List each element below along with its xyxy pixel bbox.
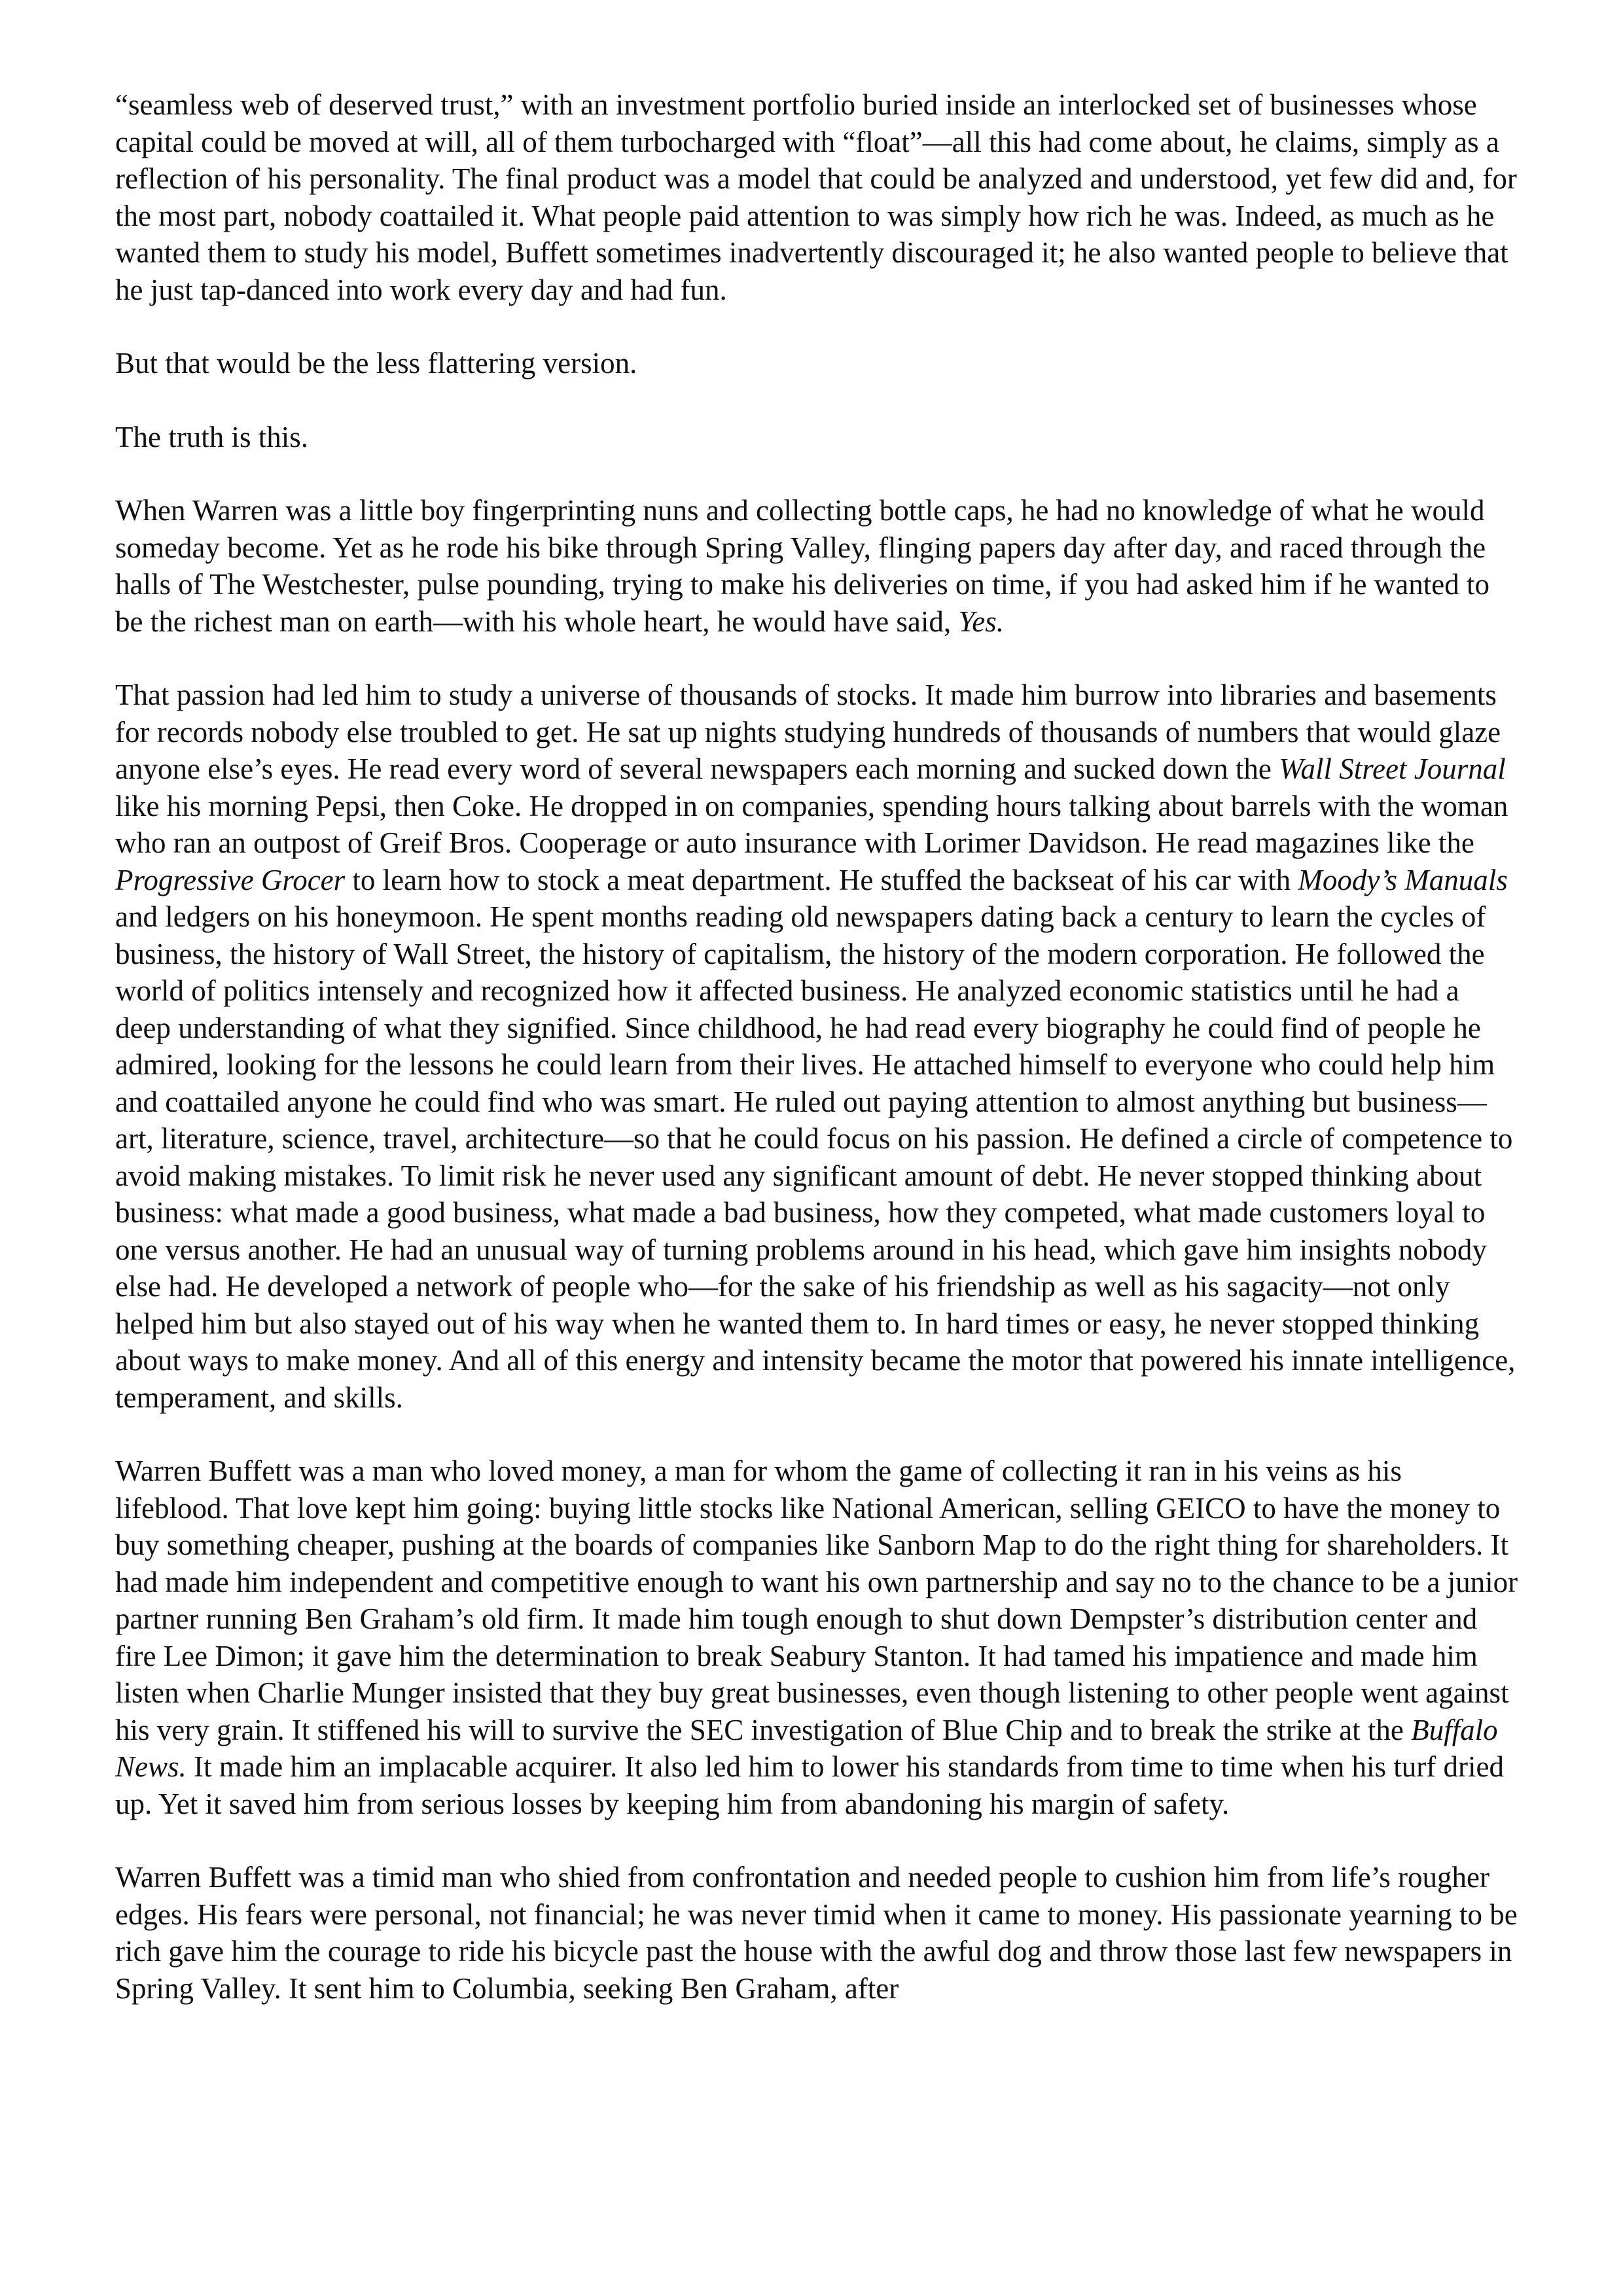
paragraph-5-italic-moodys: Moody’s Manuals [1298, 863, 1508, 896]
paragraph-4 [115, 492, 1521, 640]
paragraph-6 [115, 1453, 1521, 1822]
paragraph-4-text: When Warren was a little boy fingerprinting nuns and collecting bottle caps, he had no knowledge of what he would someday become. Yet as he rode his bike through Spring Valley, flinging papers day after day, and raced through the halls of The Westchester, pulse pounding, trying to make his deliveries on time, if you had asked him if he wanted to be the richest man on earth—with his whole heart, he would have said, [115, 494, 1489, 638]
paragraph-5-text-c: to learn how to stock a meat department. He stuffed the backseat of his car with [345, 863, 1298, 896]
document-page [115, 86, 1521, 2007]
paragraph-4-italic-yes: Yes. [958, 605, 1005, 638]
paragraph-5 [115, 677, 1521, 1416]
paragraph-5-text-a: That passion had led him to study a universe of thousands of stocks. It made him burrow into libraries and basements for records nobody else troubled to get. He sat up nights studying hundreds of thousands of numbers that would glaze anyone else’s eyes. He read every word of several newspapers each morning and sucked down the [115, 679, 1501, 785]
paragraph-5-italic-wsj: Wall Street Journal [1279, 752, 1506, 785]
paragraph-3 [115, 419, 1521, 456]
paragraph-6-text-b: It made him an implacable acquirer. It also led him to lower his standards from time to time when his turf dried up. Yet it saved him from serious losses by keeping him from abandoning his margin of safety. [115, 1750, 1504, 1820]
paragraph-7-text: Warren Buffett was a timid man who shied from confrontation and needed people to cushion him from life’s rougher edges. His fears were personal, not financial; he was never timid when it came to money. His passionate yearning to be rich gave him the courage to ride his bicycle past the house with the awful dog and throw those last few newspapers in Spring Valley. It sent him to Columbia, seeking Ben Graham, after [115, 1861, 1518, 2005]
paragraph-2-text: But that would be the less flattering version. [115, 347, 637, 380]
paragraph-2 [115, 345, 1521, 382]
paragraph-7 [115, 1859, 1521, 2007]
paragraph-5-text-d: and ledgers on his honeymoon. He spent months reading old newspapers dating back a century to learn the cycles of business, the history of Wall Street, the history of capitalism, the history of the modern corporation. He followed the world of politics intensely and recognized how it affected business. He analyzed economic statistics until he had a deep understanding of what they signified. Since childhood, he had read every biography he could find of people he admired, looking for the lessons he could learn from their lives. He attached himself to everyone who could help him and coattailed anyone he could find who was smart. He ruled out paying attention to almost anything but business—art, literature, science, travel, architecture—so that he could focus on his passion. He defined a circle of competence to avoid making mistakes. To limit risk he never used any significant amount of debt. He never stopped thinking about business: what made a good business, what made a bad business, how they competed, what made customers loyal to one versus another. He had an unusual way of turning problems around in his head, which gave him insights nobody else had. He developed a network of people who—for the sake of his friendship as well as his sagacity—not only helped him but also stayed out of his way when he wanted them to. In hard times or easy, he never stopped thinking about ways to make money. And all of this energy and intensity became the motor that powered his innate intelligence, temperament, and skills. [115, 900, 1516, 1414]
paragraph-6-text-a: Warren Buffett was a man who loved money, a man for whom the game of collecting it ran in his veins as his lifeblood. That love kept him going: buying little stocks like National American, selling GEICO to have the money to buy something cheaper, pushing at the boards of companies like Sanborn Map to do the right thing for shareholders. It had made him independent and competitive enough to want his own partnership and say no to the chance to be a junior partner running Ben Graham’s old firm. It made him tough enough to shut down Dempster’s distribution center and fire Lee Dimon; it gave him the determination to break Seabury Stanton. It had tamed his impatience and made him listen when Charlie Munger insisted that they buy great businesses, even though listening to other people went against his very grain. It stiffened his will to survive the SEC investigation of Blue Chip and to break the strike at the [115, 1455, 1518, 1746]
paragraph-1-text: “seamless web of deserved trust,” with an investment portfolio buried inside an interlocked set of businesses whose capital could be moved at will, all of them turbocharged with “float”—all this had come about, he claims, simply as a reflection of his personality. The final product was a model that could be analyzed and understood, yet few did and, for the most part, nobody coattailed it. What people paid attention to was simply how rich he was. Indeed, as much as he wanted them to study his model, Buffett sometimes inadvertently discouraged it; he also wanted people to believe that he just tap-danced into work every day and had fun. [115, 88, 1517, 306]
paragraph-6-italic-buffalo-news: Buffalo News. [115, 1713, 1498, 1783]
paragraph-5-italic-grocer: Progressive Grocer [115, 863, 346, 896]
paragraph-1 [115, 86, 1521, 308]
paragraph-5-text-b: like his morning Pepsi, then Coke. He dropped in on companies, spending hours talking about barrels with the woman who ran an outpost of Greif Bros. Cooperage or auto insurance with Lorimer Davidson. He read magazines like the [115, 789, 1508, 859]
paragraph-3-text: The truth is this. [115, 420, 308, 453]
